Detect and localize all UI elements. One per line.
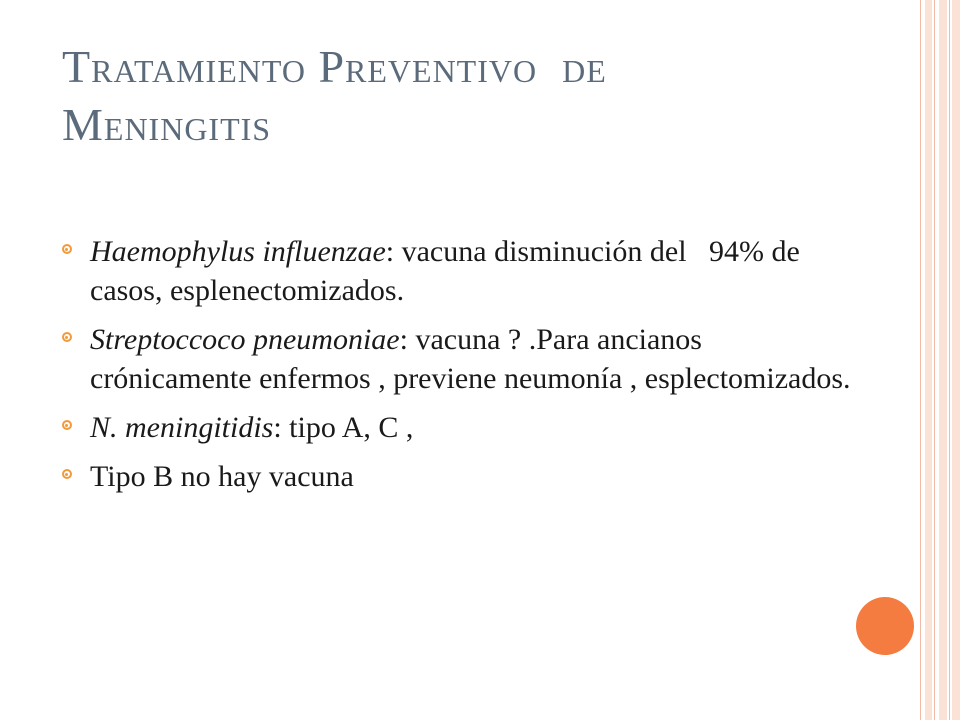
bullet-item <box>62 232 862 310</box>
right-stripe <box>925 0 932 720</box>
frame-line <box>934 0 935 720</box>
bullet-item <box>62 457 862 496</box>
bullet-text: : vacuna ? .Para ancianos crónicamente enfermos , previene neumonía , esplectomizados. <box>90 323 851 395</box>
bullet-item <box>62 320 862 398</box>
title-line-2: Meningitis <box>62 99 272 150</box>
bullet-term: N. meningitidis <box>90 411 274 444</box>
bullet-text: Tipo B no hay vacuna <box>90 460 354 493</box>
bullet-term: Haemophylus influenzae <box>90 235 386 268</box>
bullet-item <box>62 408 862 447</box>
right-stripe <box>939 0 947 720</box>
frame-line <box>920 0 921 720</box>
title-line-1: Tratamiento Preventivo de <box>62 41 607 92</box>
accent-circle <box>856 597 914 655</box>
bullet-text: : vacuna disminución del 94% de casos, esplenectomizados. <box>90 235 808 307</box>
bullet-icon <box>62 332 72 342</box>
right-stripe <box>952 0 960 720</box>
bullet-icon <box>62 244 72 254</box>
bullet-list <box>62 232 862 506</box>
slide-title <box>62 38 902 154</box>
frame-line <box>949 0 950 720</box>
bullet-text: : tipo A, C , <box>273 411 414 444</box>
bullet-icon <box>62 469 72 479</box>
bullet-icon <box>62 420 72 430</box>
bullet-term: Streptoccoco pneumoniae <box>90 323 400 356</box>
